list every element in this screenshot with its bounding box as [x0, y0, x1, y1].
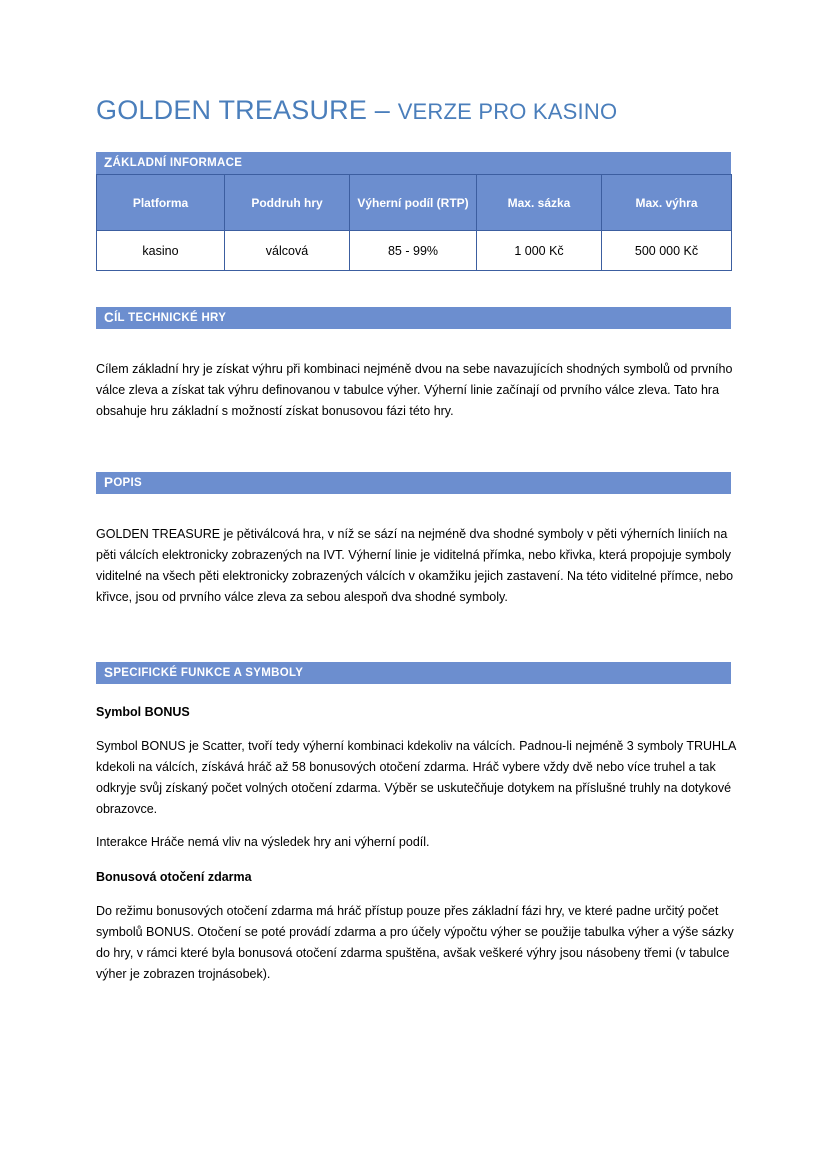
cell-poddruh-hry: válcová — [225, 231, 350, 271]
section-heading-features-initial: S — [104, 665, 114, 680]
goal-paragraph: Cílem základní hry je získat výhru při kombinaci nejméně dvou na sebe navazujících shodných symbolů od prvního válce zleva a získat tak výhru definovanou v tabulce výher. Výherní linie začínají od prvního válce zleva. Tato hra obsahuje hru základní s možností získat bonusovou fázi této hry. — [96, 362, 733, 418]
subheading-free-spins: Bonusová otočení zdarma — [96, 870, 252, 884]
page-title-sub: VERZE PRO KASINO — [397, 99, 618, 124]
column-header-max-sazka: Max. sázka — [477, 175, 602, 231]
section-heading-basic-info-text: ÁKLADNÍ INFORMACE — [112, 157, 243, 169]
cell-platforma: kasino — [97, 231, 225, 271]
section-heading-description — [96, 472, 731, 494]
column-header-platforma: Platforma — [97, 175, 225, 231]
section-heading-features-text: PECIFICKÉ FUNKCE A SYMBOLY — [113, 667, 304, 679]
section-heading-basic-info-initial: Z — [104, 155, 113, 170]
cell-max-sazka: 1 000 Kč — [477, 231, 602, 271]
page-title-main: GOLDEN TREASURE – — [96, 95, 398, 125]
section-heading-goal-text: ÍL TECHNICKÉ HRY — [114, 312, 227, 324]
column-header-rtp: Výherní podíl (RTP) — [350, 175, 477, 231]
page-title — [96, 95, 731, 126]
section-heading-description-text: OPIS — [113, 477, 142, 489]
cell-rtp: 85 - 99% — [350, 231, 477, 271]
bonus-symbol-paragraph-1: Symbol BONUS je Scatter, tvoří tedy výherní kombinaci kdekoliv na válcích. Padnou-li nejméně 3 symboly TRUHLA kdekoli na válcích, získává hráč až 58 bonusových otočení zdarma. Hráč vybere vždy dvě nebo více truhel a tak odkryje svůj získaný počet volných otočení zdarma. Výběr se uskutečňuje dotykem na příslušné truhly na dotykové obrazovce. — [96, 739, 736, 816]
bonus-symbol-paragraph-2: Interakce Hráče nemá vliv na výsledek hry ani výherní podíl. — [96, 835, 430, 849]
free-spins-paragraph: Do režimu bonusových otočení zdarma má hráč přístup pouze přes základní fázi hry, ve které padne určitý počet symbolů BONUS. Otočení se poté provádí zdarma a pro účely výpočtu výher se použije tabulka výher a výše sázky do hry, v rámci které byla bonusová otočení zdarma spuštěna, avšak veškeré výhry jsou násobeny třemi (v tabulce výher je zobrazen trojnásobek). — [96, 904, 734, 981]
section-heading-features — [96, 662, 731, 684]
description-paragraph: GOLDEN TREASURE je pětiválcová hra, v níž se sází na nejméně dva shodné symboly v pěti výherních liniích na pěti válcích elektronicky zobrazených na IVT. Výherní linie je viditelná přímka, nebo křivka, která propojuje symboly viditelné na všech pěti elektronicky zobrazených válcích v okamžiku jejich zastavení. Na této viditelné přímce, nebo křivce, jsou od prvního válce zleva za sebou alespoň dva shodné symboly. — [96, 527, 734, 604]
table-header-row — [97, 175, 732, 231]
section-heading-goal-initial: C — [104, 310, 115, 325]
basic-info-table — [96, 174, 732, 271]
column-header-max-vyhra: Max. výhra — [602, 175, 732, 231]
column-header-poddruh-hry: Poddruh hry — [225, 175, 350, 231]
section-heading-goal — [96, 307, 731, 329]
subheading-bonus-symbol: Symbol BONUS — [96, 705, 190, 719]
section-heading-basic-info — [96, 152, 731, 174]
table-row — [97, 231, 732, 271]
section-heading-description-initial: P — [104, 475, 114, 490]
cell-max-vyhra: 500 000 Kč — [602, 231, 732, 271]
